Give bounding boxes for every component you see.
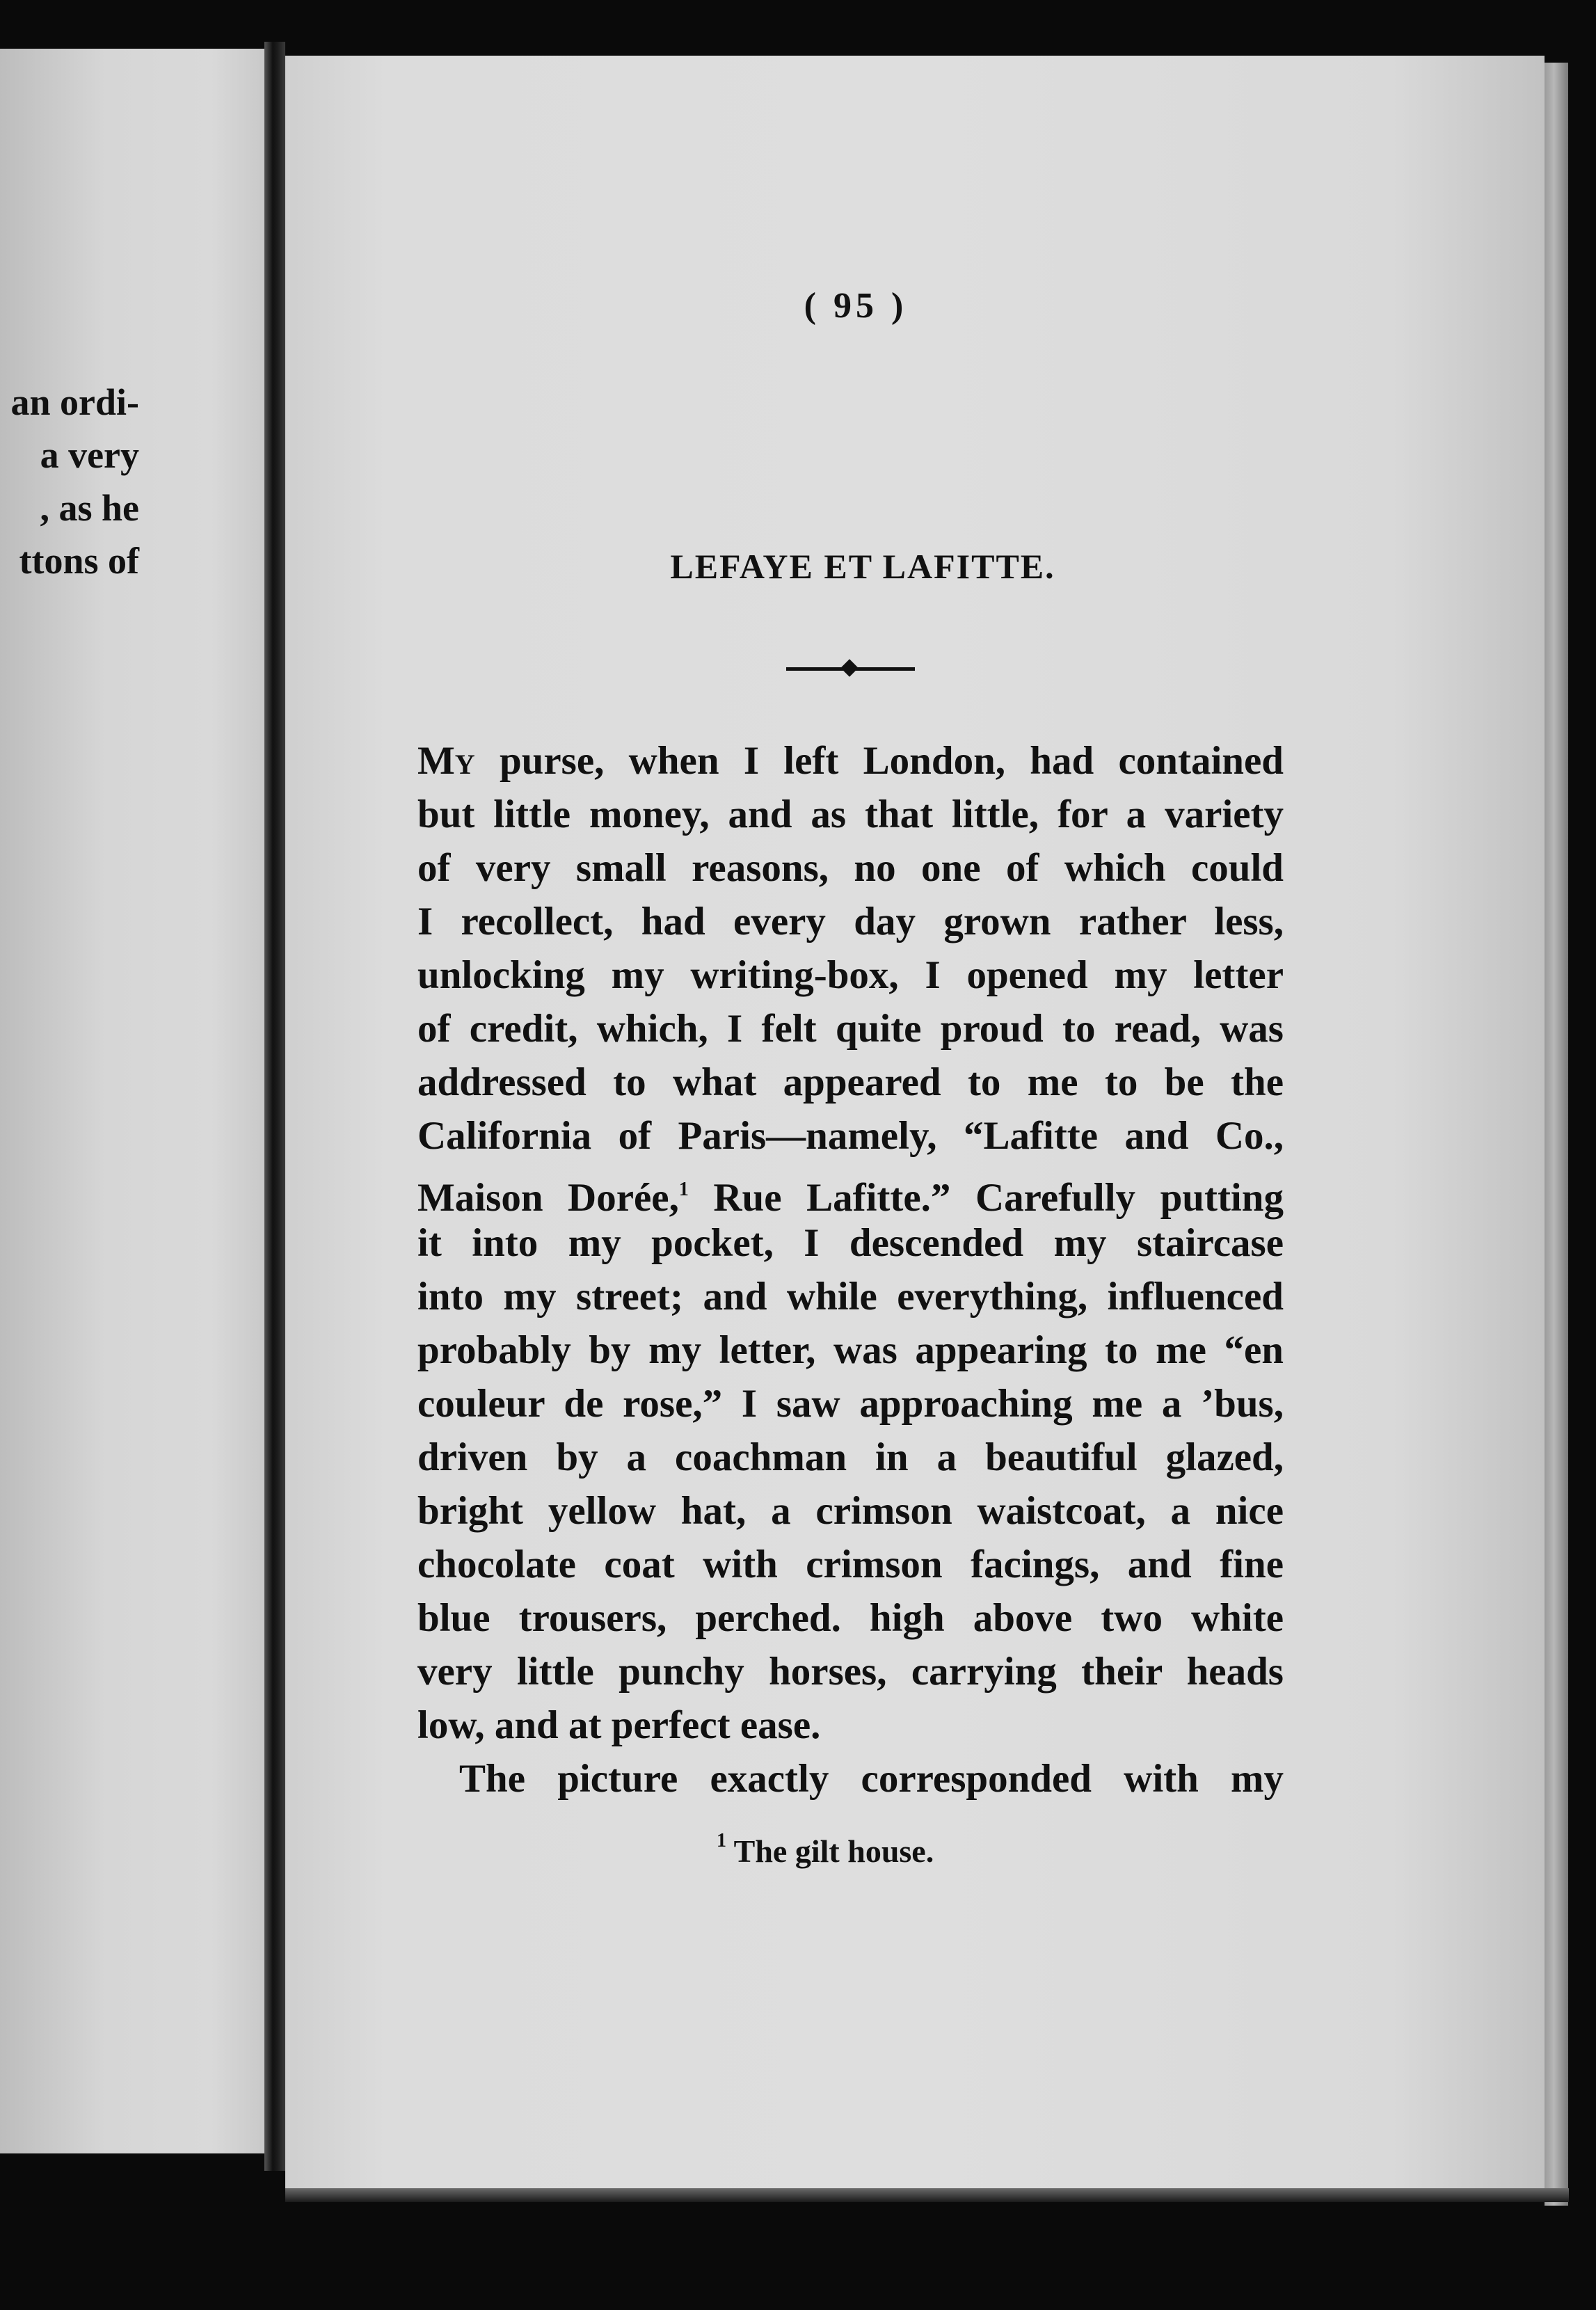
body-line: bright yellow hat, a crimson waistcoat, a nice bbox=[417, 1489, 1284, 1533]
body-line: of very small reasons, no one of which could bbox=[417, 846, 1284, 890]
body-line: of credit, which, I felt quite proud to read, was bbox=[417, 1007, 1284, 1051]
title-ornament bbox=[786, 664, 915, 673]
footnote-text: The gilt house. bbox=[726, 1833, 934, 1869]
body-line: My purse, when I left London, had contained bbox=[417, 739, 1284, 783]
body-line: probably by my letter, was appearing to me “en bbox=[417, 1328, 1284, 1372]
body-line: The picture exactly corresponded with my bbox=[459, 1757, 1284, 1801]
previous-page-line: an ordi- bbox=[10, 381, 139, 423]
body-line: into my street; and while everything, influenced bbox=[417, 1275, 1284, 1319]
previous-page-line: ttons of bbox=[19, 540, 139, 582]
footnote-number: 1 bbox=[717, 1830, 726, 1851]
body-line: addressed to what appeared to me to be the bbox=[417, 1060, 1284, 1104]
body-line: Maison Dorée,$^1$ Rue Lafitte.” Carefully putting bbox=[417, 1176, 1284, 1220]
footnote-marker: 1 bbox=[678, 1179, 689, 1200]
book-gutter bbox=[264, 42, 285, 2171]
page-bottom-shadow bbox=[285, 2188, 1569, 2202]
body-text bbox=[417, 734, 1284, 1806]
footnote bbox=[717, 1830, 934, 1870]
page-number: ( 95 ) bbox=[804, 286, 908, 326]
previous-page-text bbox=[0, 376, 139, 587]
previous-page-fragment bbox=[0, 49, 264, 2153]
drop-word: My bbox=[417, 739, 475, 783]
body-line: but little money, and as that little, for a variety bbox=[417, 792, 1284, 836]
body-line: driven by a coachman in a beautiful glazed, bbox=[417, 1435, 1284, 1479]
body-line: I recollect, had every day grown rather less, bbox=[417, 900, 1284, 943]
body-line: California of Paris—namely, “Lafitte and Co., bbox=[417, 1114, 1284, 1158]
page-edge bbox=[1545, 63, 1568, 2206]
previous-page-line: a very bbox=[40, 434, 139, 476]
chapter-title: LEFAYE ET LAFITTE. bbox=[670, 547, 1055, 586]
body-line: very little punchy horses, carrying their heads bbox=[417, 1650, 1284, 1694]
body-line: blue trousers, perched. high above two white bbox=[417, 1596, 1284, 1640]
body-line: low, and at perfect ease. bbox=[417, 1703, 821, 1747]
body-line: unlocking my writing-box, I opened my letter bbox=[417, 953, 1284, 997]
body-line: couleur de rose,” I saw approaching me a ’bus, bbox=[417, 1382, 1284, 1426]
previous-page-line: , as he bbox=[40, 487, 139, 529]
body-line: it into my pocket, I descended my staircase bbox=[417, 1221, 1284, 1265]
body-line: chocolate coat with crimson facings, and fine bbox=[417, 1543, 1284, 1586]
